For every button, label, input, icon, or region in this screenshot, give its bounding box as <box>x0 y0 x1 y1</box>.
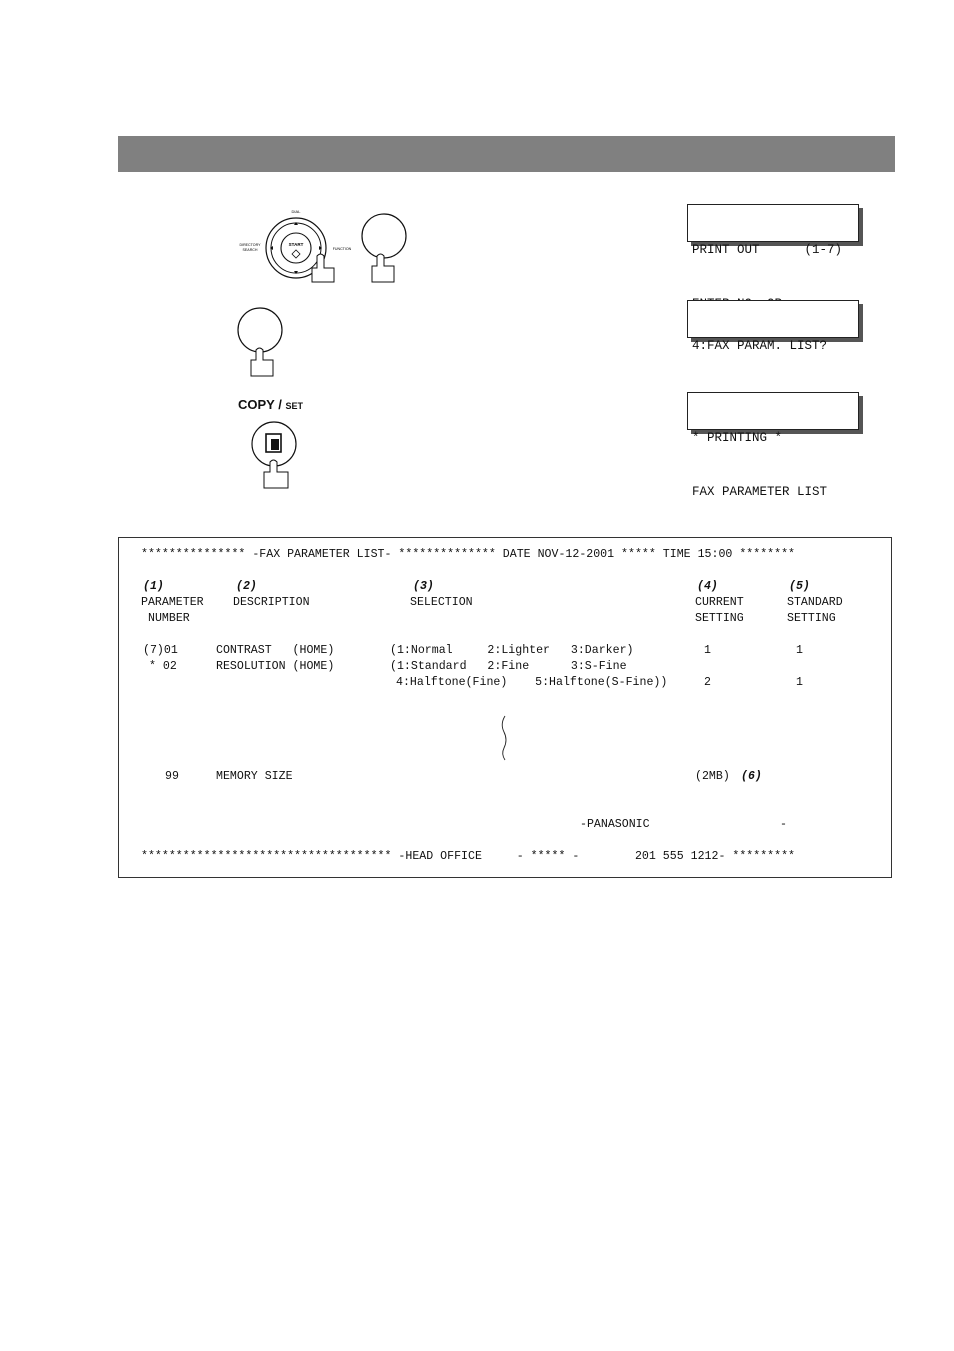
row-description: RESOLUTION (HOME) <box>216 660 335 673</box>
lcd-line: FAX PARAMETER LIST <box>692 485 828 499</box>
lcd-line: 4:FAX PARAM. LIST? <box>692 339 828 353</box>
lcd-display-3 <box>687 392 859 499</box>
header-description: DESCRIPTION <box>233 596 310 609</box>
dial-label: DIAL <box>291 209 301 214</box>
round-key-illustration <box>232 304 292 378</box>
column-marker-6: (6) <box>741 770 762 783</box>
header-selection: SELECTION <box>410 596 473 609</box>
omission-mark <box>499 714 511 762</box>
control-panel-svg <box>232 198 412 288</box>
header-standard: STANDARD <box>787 596 843 609</box>
station-id: -PANASONIC <box>580 818 650 831</box>
row-current: 1 <box>704 644 711 657</box>
copy-set-key-illustration <box>248 420 304 490</box>
lcd-display-1 <box>687 204 859 257</box>
lcd-display-2 <box>687 300 859 353</box>
copy-text: COPY <box>238 397 275 412</box>
search-label: SEARCH <box>242 248 258 252</box>
memory-row-description: MEMORY SIZE <box>216 770 293 783</box>
header-parameter: PARAMETER <box>141 596 204 609</box>
header-number: NUMBER <box>148 612 190 625</box>
pointing-hand-icon <box>251 348 273 376</box>
report-title-line: *************** -FAX PARAMETER LIST- ************** DATE NOV-12-2001 ***** TIME 15:00 ******** <box>141 548 795 561</box>
row-current: 2 <box>704 676 711 689</box>
slash-text: / <box>274 397 286 412</box>
station-id-dash: - <box>780 818 787 831</box>
lcd-line: * PRINTING * <box>692 431 783 445</box>
directory-label: DIRECTORY <box>239 243 261 247</box>
row-standard: 1 <box>796 676 803 689</box>
column-marker-3: (3) <box>413 580 434 593</box>
column-marker-1: (1) <box>143 580 164 593</box>
column-marker-2: (2) <box>236 580 257 593</box>
row-selection-continued: 4:Halftone(Fine) 5:Halftone(S-Fine)) <box>396 676 668 689</box>
lcd-line: PRINT OUT (1-7) <box>692 243 843 257</box>
row-selection: (1:Standard 2:Fine 3:S-Fine <box>390 660 627 673</box>
control-panel-illustration <box>232 198 412 293</box>
row-number: * 02 <box>149 660 177 673</box>
column-marker-5: (5) <box>789 580 810 593</box>
memory-row-number: 99 <box>165 770 179 783</box>
column-marker-4: (4) <box>697 580 718 593</box>
report-footer-line: ************************************ -HEAD OFFICE - ***** - 201 555 1212- ********* <box>141 850 795 863</box>
set-text: SET <box>285 401 303 411</box>
row-selection: (1:Normal 2:Lighter 3:Darker) <box>390 644 634 657</box>
header-current: CURRENT <box>695 596 744 609</box>
row-standard: 1 <box>796 644 803 657</box>
section-header-bar <box>118 136 895 172</box>
header-standard-setting: SETTING <box>787 612 836 625</box>
memory-row-value: (2MB) <box>695 770 730 783</box>
start-label: START <box>288 242 304 247</box>
function-label: FUNCTION <box>332 247 352 251</box>
fax-parameter-report <box>118 537 892 878</box>
row-description: CONTRAST (HOME) <box>216 644 335 657</box>
row-number: (7)01 <box>143 644 178 657</box>
header-current-setting: SETTING <box>695 612 744 625</box>
copy-set-label <box>238 397 303 412</box>
